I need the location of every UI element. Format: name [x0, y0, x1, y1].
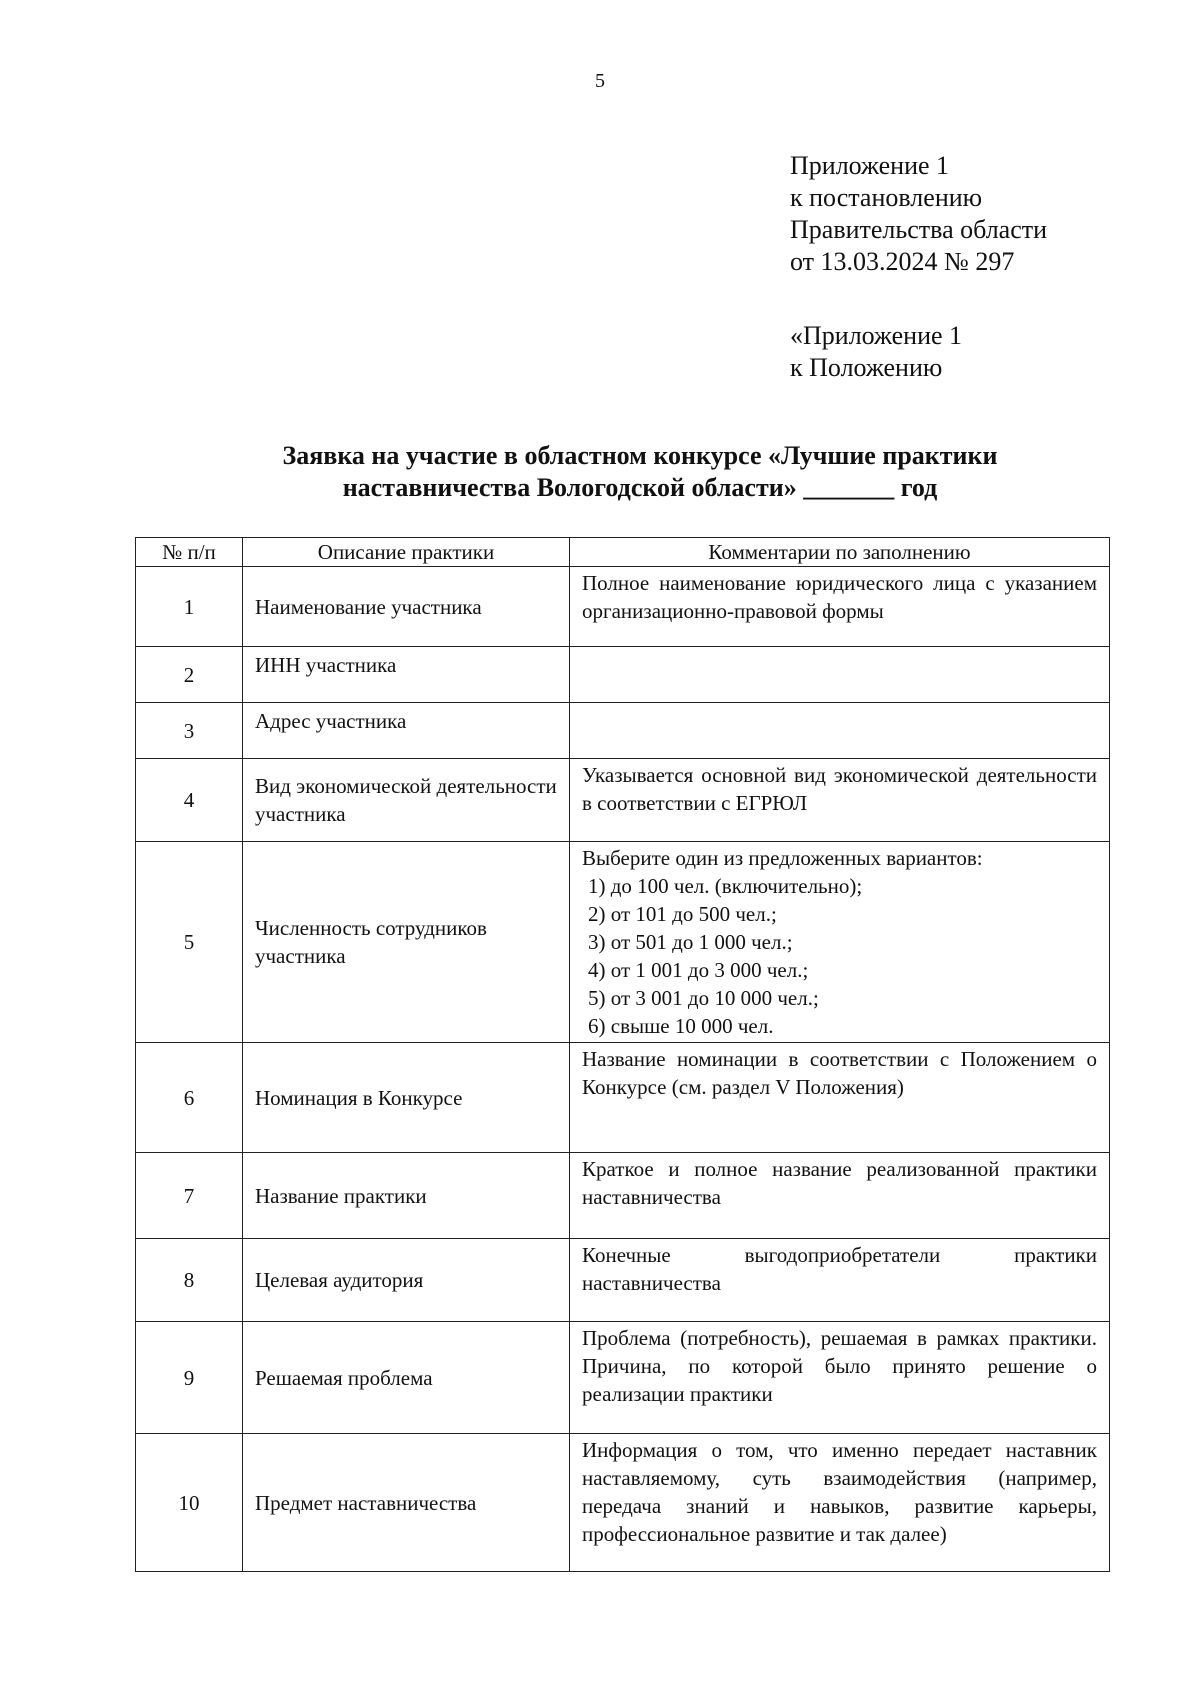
row-description: Решаемая проблема — [243, 1322, 570, 1434]
row-comment-empty — [570, 703, 1110, 759]
page-number: 5 — [595, 70, 605, 92]
row-comment-empty — [570, 647, 1110, 703]
column-header-number: № п/п — [136, 538, 243, 567]
table-row — [136, 1239, 1110, 1322]
table-row — [136, 703, 1110, 759]
row-number: 3 — [136, 703, 243, 759]
row-number: 10 — [136, 1434, 243, 1572]
table-row — [136, 1043, 1110, 1153]
application-table — [135, 537, 1110, 1572]
header-spacer — [790, 278, 1047, 320]
header-sub-line: «Приложение 1 — [790, 321, 963, 350]
table-row — [136, 842, 1110, 1043]
options-intro: Выберите один из предложенных вариантов: — [582, 846, 983, 870]
header-line: Приложение 1 — [790, 151, 950, 180]
table-row — [136, 1434, 1110, 1572]
row-number: 6 — [136, 1043, 243, 1153]
table-row — [136, 647, 1110, 703]
header-line: к постановлению — [790, 183, 983, 212]
list-item: 6) свыше 10 000 чел. — [588, 1014, 774, 1038]
options-list — [582, 872, 1097, 1040]
header-sub-line: к Положению — [790, 353, 943, 382]
row-number: 1 — [136, 567, 243, 647]
row-comment: Проблема (потребность), решаемая в рамках практики. Причина, по которой было принято решение о реализации практики — [570, 1322, 1110, 1434]
row-comment — [570, 842, 1110, 1043]
row-description: Вид экономической деятельности участника — [243, 759, 570, 842]
title-line-1: Заявка на участие в областном конкурсе «Лучшие практики — [282, 441, 998, 470]
document-header — [790, 150, 1047, 384]
row-comment: Полное наименование юридического лица с указанием организационно-правовой формы — [570, 567, 1110, 647]
row-description: ИНН участника — [243, 647, 570, 703]
table-row — [136, 567, 1110, 647]
row-description: Численность сотрудников участника — [243, 842, 570, 1043]
row-number: 2 — [136, 647, 243, 703]
list-item: 1) до 100 чел. (включительно); — [588, 874, 863, 898]
row-description: Адрес участника — [243, 703, 570, 759]
table-row — [136, 1322, 1110, 1434]
row-number: 5 — [136, 842, 243, 1043]
row-description: Предмет наставничества — [243, 1434, 570, 1572]
table-header-row — [136, 538, 1110, 567]
column-header-comments: Комментарии по заполнению — [570, 538, 1110, 567]
title-line-2: наставничества Вологодской области» _______ год — [342, 473, 938, 502]
header-line: Правительства области — [790, 215, 1048, 244]
list-item: 3) от 501 до 1 000 чел.; — [588, 930, 793, 954]
column-header-description: Описание практики — [243, 538, 570, 567]
row-number: 4 — [136, 759, 243, 842]
row-description: Целевая аудитория — [243, 1239, 570, 1322]
row-number: 7 — [136, 1153, 243, 1239]
list-item: 2) от 101 до 500 чел.; — [588, 902, 777, 926]
list-item: 5) от 3 001 до 10 000 чел.; — [588, 986, 819, 1010]
document-title — [150, 440, 1130, 504]
row-description: Номинация в Конкурсе — [243, 1043, 570, 1153]
row-number: 9 — [136, 1322, 243, 1434]
table-row — [136, 759, 1110, 842]
row-comment: Название номинации в соответствии с Положением о Конкурсе (см. раздел V Положения) — [570, 1043, 1110, 1153]
row-comment: Конечные выгодоприобретатели практики наставничества — [570, 1239, 1110, 1322]
list-item: 4) от 1 001 до 3 000 чел.; — [588, 958, 809, 982]
table-row — [136, 1153, 1110, 1239]
header-line: от 13.03.2024 № 297 — [790, 247, 1015, 276]
row-description: Название практики — [243, 1153, 570, 1239]
row-description: Наименование участника — [243, 567, 570, 647]
row-number: 8 — [136, 1239, 243, 1322]
row-comment: Краткое и полное название реализованной практики наставничества — [570, 1153, 1110, 1239]
row-comment: Указывается основной вид экономической деятельности в соответствии с ЕГРЮЛ — [570, 759, 1110, 842]
row-comment: Информация о том, что именно передает наставник наставляемому, суть взаимодействия (например, передача знаний и навыков, развитие карьеры, профессиональное развитие и так далее) — [570, 1434, 1110, 1572]
